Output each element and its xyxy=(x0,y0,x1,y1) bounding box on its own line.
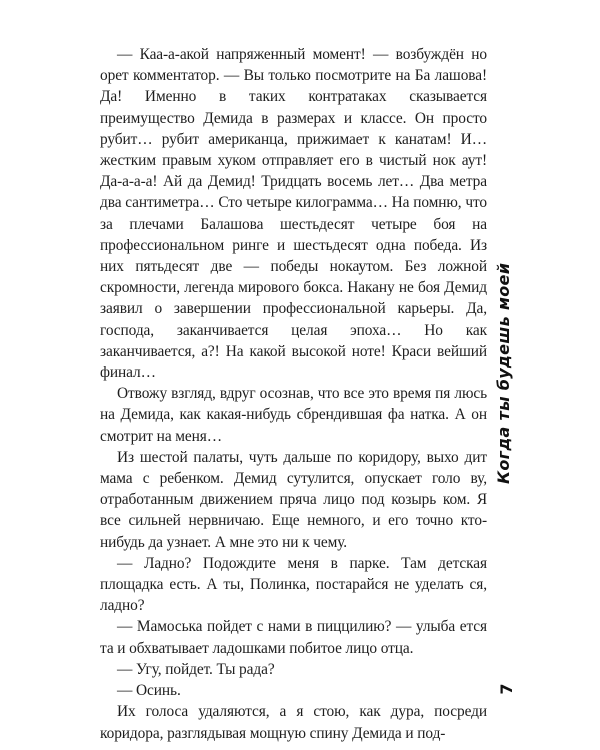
text-line: — Осинь. xyxy=(117,682,181,700)
text-line: метра два сантиметра… Сто четыре килограмма… На xyxy=(100,173,487,212)
text-line: боя на профессиональном ринге и шестьдесят одна xyxy=(100,215,487,254)
paragraph-commentator xyxy=(100,44,487,383)
text-line: ком. Я все сильней нервничаю. Еще немного, и его xyxy=(100,491,488,530)
text-line: лашова! Да! Именно в таких контратаках сказывается xyxy=(100,67,488,106)
paragraph-ugu xyxy=(100,659,487,680)
text-line: вейший финал… xyxy=(100,342,488,382)
text-line: — Мамоська пойдет с нами в пиццилию? — улыба xyxy=(117,618,456,636)
text-line: — Угу, пойдет. Ты рада? xyxy=(117,660,275,678)
paragraph-wait-in-park xyxy=(100,553,487,617)
body-text xyxy=(100,44,487,744)
text-line: точно кто-нибудь да узнает. А мне это ни к чему. xyxy=(100,512,487,551)
text-line: люсь на Демида, как какая-нибудь сбрендившая фа xyxy=(100,385,487,424)
text-line: Отвожу взгляд, вдруг осознав, что все это время пя xyxy=(117,385,451,403)
text-line: помню, что за плечами Балашова шестьдесят четыре xyxy=(100,194,487,233)
paragraph-osin xyxy=(100,680,487,701)
text-line: ву, отработанным движением пряча лицо под козырь xyxy=(100,470,487,509)
paragraph-pizzeria xyxy=(100,616,487,658)
text-line: ется та и обхватывает ладошками побитое лицо отца. xyxy=(100,618,487,657)
text-line: не боя Демид заявил о завершении профессиональной xyxy=(100,279,487,318)
paragraph-look-away xyxy=(100,383,487,447)
text-line: жестким правым хуком отправляет его в чистый нок xyxy=(100,152,456,170)
text-line: площадка есть. А ты, Полинка, постарайся не уделать xyxy=(100,576,464,594)
text-line: — Каа-а-акой напряженный момент! — возбуждён xyxy=(117,46,464,63)
text-line: рубит… рубит американца, прижимает к канатам! И… xyxy=(100,130,487,148)
page-number: 7 xyxy=(497,683,516,695)
text-line: — Ладно? Подождите меня в парке. Там детская xyxy=(117,554,487,572)
text-line: Их голоса удаляются, а я стою, как дура, посреди xyxy=(117,703,487,721)
paragraph-voices-fade xyxy=(100,701,487,743)
text-line: победа. Из них пятьдесят две — победы нокаутом. Без xyxy=(100,236,487,276)
text-line: но орет комментатор. — Вы только посмотрите на Ба xyxy=(100,46,488,85)
text-line: карьеры. Да, господа, заканчивается целая эпоха… Но xyxy=(100,300,487,339)
running-header-title: Когда ты будешь моей xyxy=(494,262,513,484)
text-line: дит мама с ребенком. Демид сутулится, опускает голо xyxy=(100,448,487,488)
text-line: преимущество Демида в размерах и классе. Он просто xyxy=(100,109,487,127)
text-line: ложной скромности, легенда мирового бокса. Накану xyxy=(100,258,487,297)
paragraph-sixth-ward xyxy=(100,447,487,553)
text-line: ся, ладно? xyxy=(100,576,487,615)
text-line: коридора, разглядывая мощную спину Демида и под- xyxy=(100,724,446,742)
text-line: аут! Да-а-а-а! Ай да Демид! Тридцать восемь лет… Два xyxy=(100,152,487,191)
text-line: натка. А он смотрит на меня… xyxy=(100,406,487,445)
text-line: как заканчивается, а?! На какой высокой ноте! Краси xyxy=(100,321,487,360)
text-line: Из шестой палаты, чуть дальше по коридору, выхо xyxy=(117,448,459,466)
